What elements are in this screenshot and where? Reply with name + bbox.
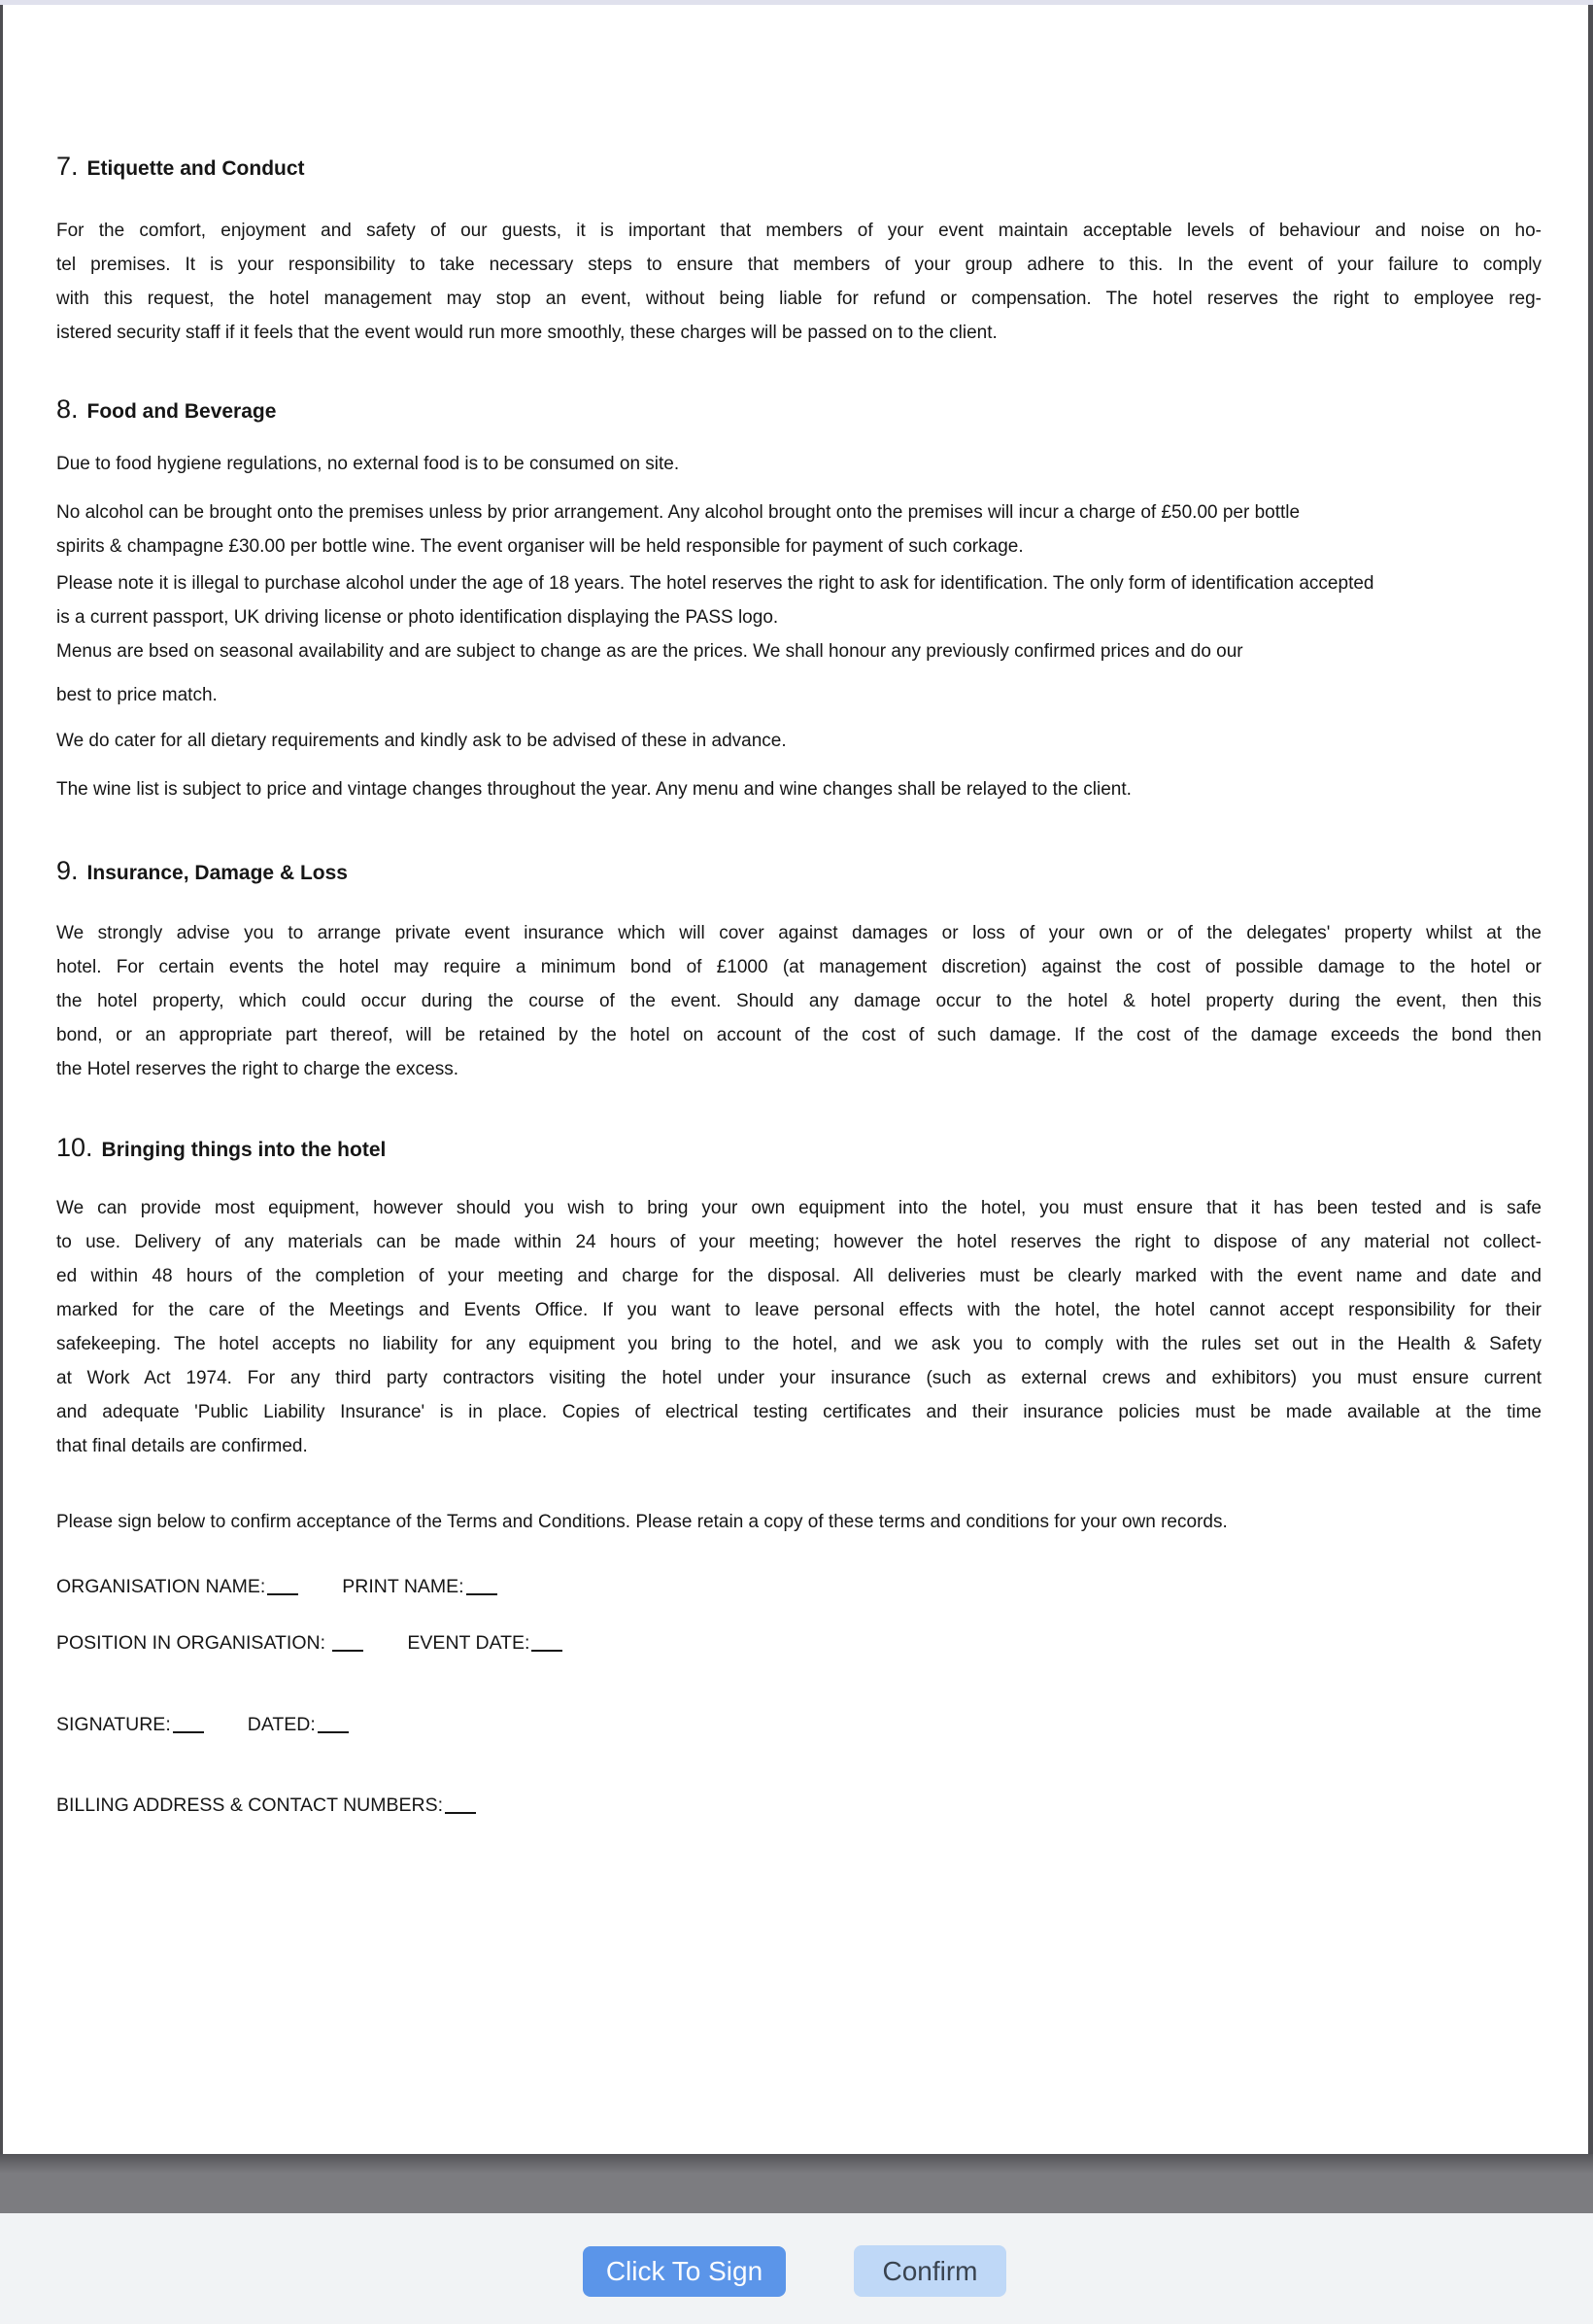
section-number: 9.	[56, 856, 79, 885]
paragraph	[56, 214, 1542, 350]
print-name-field	[342, 1576, 496, 1597]
section-10	[56, 1130, 1542, 1463]
signature-row-organisation	[56, 1570, 1542, 1604]
print-name-blank[interactable]	[466, 1574, 497, 1595]
paragraph	[56, 678, 1542, 712]
text-line: We strongly advise you to arrange private event insurance which will cover against damages or loss of your own or of the delegates' property whilst at the	[56, 923, 1542, 943]
text-line: spirits & champagne £30.00 per bottle wine. The event organiser will be held responsible for payment of such corkage.	[56, 536, 1024, 557]
event-date-label: EVENT DATE:	[407, 1632, 530, 1654]
organisation-name-blank[interactable]	[267, 1574, 298, 1595]
paragraph	[56, 496, 1542, 564]
section-8	[56, 392, 1542, 806]
text-line: Please note it is illegal to purchase alcohol under the age of 18 years. The hotel reserves the right to ask for identification. The only form of identification accepted	[56, 573, 1374, 594]
section-10-heading	[56, 1130, 1542, 1168]
position-blank[interactable]	[332, 1630, 363, 1652]
billing-blank[interactable]	[445, 1793, 476, 1814]
backdrop-below-page	[0, 2154, 1593, 2213]
action-bar	[0, 2213, 1593, 2324]
signature-row-position	[56, 1626, 1542, 1660]
signature-row-signature	[56, 1708, 1542, 1742]
position-field	[56, 1632, 363, 1654]
organisation-name-field	[56, 1576, 298, 1597]
paragraph	[56, 724, 1542, 758]
position-label: POSITION IN ORGANISATION:	[56, 1632, 331, 1654]
text-line: Due to food hygiene regulations, no external food is to be consumed on site.	[56, 454, 680, 474]
section-7	[56, 149, 1542, 350]
text-line: bond, or an appropriate part thereof, will be retained by the hotel on account of the cost of such damage. If the cost of the damage exceeds the bond then	[56, 1025, 1542, 1045]
signature-field	[56, 1714, 204, 1735]
section-number: 7.	[56, 152, 79, 181]
text-line: to use. Delivery of any materials can be made within 24 hours of your meeting; however the hotel reserves the right to dispose of any material not collect-	[56, 1232, 1542, 1252]
confirm-button[interactable]: Confirm	[854, 2245, 1006, 2297]
dated-field	[248, 1714, 349, 1735]
dated-blank[interactable]	[318, 1712, 349, 1733]
signature-row-billing	[56, 1789, 1542, 1823]
text-line: the Hotel reserves the right to charge the excess.	[56, 1059, 458, 1079]
organisation-name-label: ORGANISATION NAME:	[56, 1576, 266, 1597]
text-line: best to price match.	[56, 685, 218, 705]
text-line: the hotel property, which could occur during the course of the event. Should any damage occur to the hotel & hotel property during the event, then this	[56, 991, 1542, 1011]
sign-instructions: Please sign below to confirm acceptance of the Terms and Conditions. Please retain a copy of these terms and conditions for your own records.	[56, 1512, 1228, 1532]
document-page	[0, 5, 1593, 2154]
section-7-heading	[56, 149, 1542, 187]
text-line: The wine list is subject to price and vintage changes throughout the year. Any menu and wine changes shall be relayed to the client.	[56, 779, 1132, 800]
section-title: Food and Beverage	[86, 400, 277, 423]
text-line: istered security staff if it feels that the event would run more smoothly, these charges will be passed on to the client.	[56, 323, 998, 343]
text-line: and adequate 'Public Liability Insurance' is in place. Copies of electrical testing certificates and their insurance policies must be made available at the time	[56, 1402, 1542, 1422]
section-title: Insurance, Damage & Loss	[86, 862, 348, 884]
section-title: Bringing things into the hotel	[101, 1139, 387, 1161]
text-line: We do cater for all dietary requirements and kindly ask to be advised of these in advance.	[56, 731, 787, 751]
paragraph	[56, 634, 1542, 668]
text-line: No alcohol can be brought onto the premises unless by prior arrangement. Any alcohol brought onto the premises will incur a charge of £50.00 per bottle	[56, 502, 1301, 523]
click-to-sign-button[interactable]: Click To Sign	[583, 2246, 786, 2297]
dated-label: DATED:	[247, 1714, 316, 1735]
text-line: ed within 48 hours of the completion of your meeting and charge for the disposal. All deliveries must be clearly marked with the event name and date and	[56, 1266, 1542, 1286]
text-line: at Work Act 1974. For any third party contractors visiting the hotel under your insurance (such as external crews and exhibitors) you must ensure current	[56, 1368, 1542, 1388]
text-line: Menus are bsed on seasonal availability and are subject to change as are the prices. We shall honour any previously confirmed prices and do our	[56, 641, 1243, 662]
text-line: that final details are confirmed.	[56, 1436, 308, 1456]
text-line: hotel. For certain events the hotel may require a minimum bond of £1000 (at management discretion) against the cost of possible damage to the hotel or	[56, 957, 1542, 977]
signature-blank[interactable]	[173, 1712, 204, 1733]
text-line: is a current passport, UK driving license or photo identification displaying the PASS logo.	[56, 607, 779, 628]
section-9	[56, 853, 1542, 1086]
print-name-label: PRINT NAME:	[342, 1576, 464, 1597]
section-title: Etiquette and Conduct	[86, 157, 305, 180]
event-date-blank[interactable]	[531, 1630, 562, 1652]
text-line: For the comfort, enjoyment and safety of our guests, it is important that members of your event maintain acceptable levels of behaviour and noise on ho-	[56, 221, 1542, 241]
billing-label: BILLING ADDRESS & CONTACT NUMBERS:	[56, 1794, 444, 1816]
text-line: tel premises. It is your responsibility to take necessary steps to ensure that members of your group adhere to this. In the event of your failure to comply	[56, 255, 1542, 275]
paragraph	[56, 447, 1542, 481]
section-8-heading	[56, 392, 1542, 429]
signature-label: SIGNATURE:	[56, 1714, 171, 1735]
paragraph	[56, 916, 1542, 1086]
text-line: with this request, the hotel management may stop an event, without being liable for refund or compensation. The hotel reserves the right to employee reg-	[56, 289, 1542, 309]
section-number: 10.	[56, 1133, 93, 1162]
text-line: safekeeping. The hotel accepts no liability for any equipment you bring to the hotel, and we ask you to comply with the rules set out in the Health & Safety	[56, 1334, 1542, 1354]
billing-field	[56, 1794, 476, 1816]
text-line: We can provide most equipment, however should you wish to bring your own equipment into the hotel, you must ensure that it has been tested and is safe	[56, 1198, 1542, 1218]
paragraph	[56, 1191, 1542, 1463]
section-9-heading	[56, 853, 1542, 891]
paragraph	[56, 772, 1542, 806]
event-date-field	[407, 1632, 562, 1654]
text-line: marked for the care of the Meetings and Events Office. If you want to leave personal effects with the hotel, the hotel cannot accept responsibility for their	[56, 1300, 1542, 1320]
section-number: 8.	[56, 394, 79, 424]
paragraph	[56, 566, 1542, 634]
